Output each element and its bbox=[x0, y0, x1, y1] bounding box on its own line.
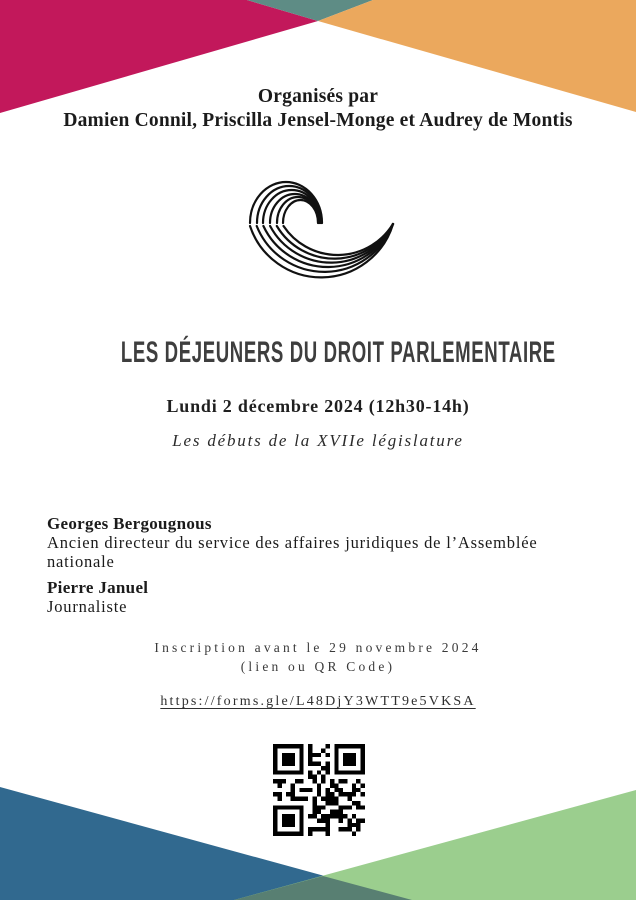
qr-code bbox=[273, 744, 365, 836]
speaker-role-line: nationale bbox=[47, 552, 115, 571]
registration-method: (lien ou QR Code) bbox=[240, 659, 396, 674]
registration-deadline: Inscription avant le 29 novembre 2024 bbox=[154, 640, 482, 655]
speaker-block-1 bbox=[47, 514, 538, 571]
speaker-name: Pierre Januel bbox=[47, 578, 149, 597]
registration-url-row bbox=[0, 692, 636, 710]
speaker-name: Georges Bergougnous bbox=[47, 514, 212, 533]
registration-link[interactable]: https://forms.gle/L48DjY3WTT9e5VKSA bbox=[160, 694, 476, 709]
organized-by-label: Organisés par bbox=[257, 86, 379, 107]
event-subtitle: Les débuts de la XVIIe législature bbox=[172, 431, 464, 450]
event-date: Lundi 2 décembre 2024 (12h30-14h) bbox=[166, 396, 470, 416]
page-title: LES DÉJEUNERS DU DROIT PARLEMENTAIRE bbox=[120, 336, 556, 369]
organizer-names: Damien Connil, Priscilla Jensel-Monge et Audrey de Montis bbox=[63, 110, 573, 131]
speaker-role-line: Journaliste bbox=[47, 597, 128, 616]
speaker-role-line: Ancien directeur du service des affaires juridiques de l’Assemblée bbox=[47, 533, 538, 552]
speaker-block-2 bbox=[47, 578, 148, 616]
wave-logo-icon bbox=[240, 170, 410, 290]
